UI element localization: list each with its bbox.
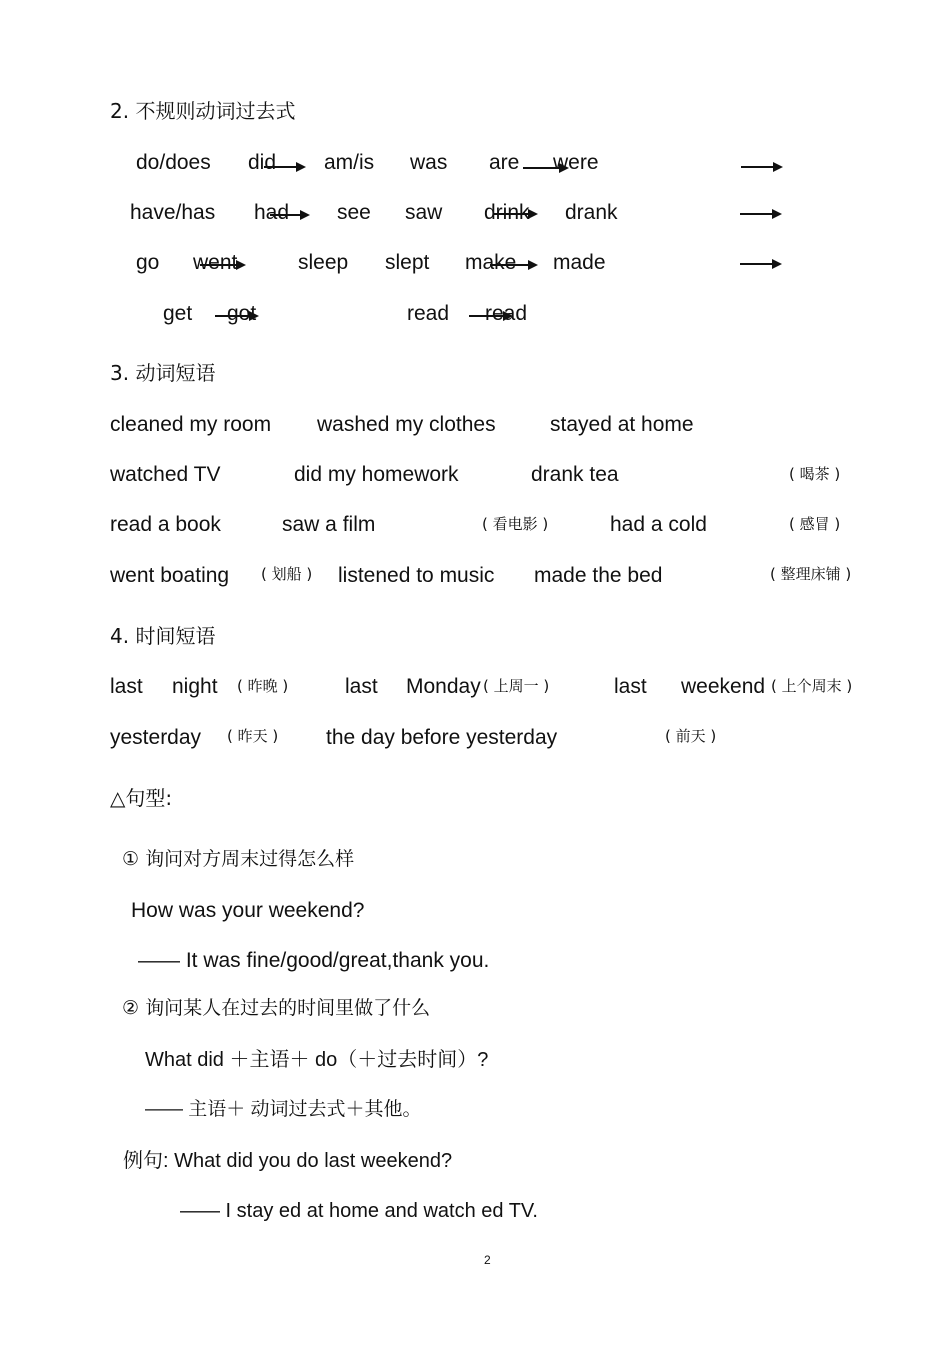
- verb-present: are: [489, 151, 520, 174]
- verb-past: drank: [565, 201, 618, 224]
- verb-past: got: [227, 302, 257, 325]
- section-title-irregular-verbs: 2. 不规则动词过去式: [110, 99, 296, 123]
- verb-past: slept: [385, 251, 430, 274]
- verb-present: am/is: [324, 151, 375, 174]
- arrow-icon: [469, 315, 511, 317]
- arrow-icon: [200, 264, 244, 266]
- verb-past: did: [248, 151, 277, 174]
- verb-present: see: [337, 201, 371, 224]
- translation: ( 昨晚 ): [237, 677, 289, 695]
- translation: ( 整理床铺 ): [770, 565, 852, 583]
- phrase: did my homework: [294, 463, 459, 486]
- phrase: Monday: [406, 675, 481, 698]
- arrow-icon: [494, 213, 536, 215]
- translation: ( 看电影 ): [482, 515, 549, 533]
- verb-present: do/does: [136, 151, 211, 174]
- arrow-icon: [741, 166, 781, 168]
- verb-present: go: [136, 251, 160, 274]
- verb-present: have/has: [130, 201, 216, 224]
- verb-past: were: [553, 151, 599, 174]
- translation: ( 划船 ): [261, 565, 313, 583]
- example-answer: —— I stay ed at home and watch ed TV.: [180, 1200, 538, 1222]
- pattern-1-answer: —— It was fine/good/great,thank you.: [138, 949, 490, 972]
- pattern-2-question: What did ＋主语＋ do（＋过去时间）?: [145, 1049, 489, 1071]
- phrase: washed my clothes: [317, 413, 496, 436]
- phrase: went boating: [110, 564, 230, 587]
- phrase: saw a film: [282, 513, 376, 536]
- verb-past: was: [410, 151, 448, 174]
- phrase: night: [172, 675, 218, 698]
- phrase: the day before yesterday: [326, 726, 558, 749]
- section-title-time-phrases: 4. 时间短语: [110, 624, 216, 648]
- pattern-2-title: ② 询问某人在过去的时间里做了什么: [122, 997, 431, 1019]
- pattern-2-answer: —— 主语＋ 动词过去式＋其他。: [145, 1099, 422, 1120]
- pattern-1-title: ① 询问对方周末过得怎么样: [122, 848, 355, 870]
- example-question: 例句: What did you do last weekend?: [123, 1150, 453, 1172]
- arrow-icon: [215, 315, 257, 317]
- verb-present: get: [163, 302, 193, 325]
- translation: ( 喝茶 ): [789, 465, 841, 483]
- phrase: had a cold: [610, 513, 707, 536]
- verb-present: read: [407, 302, 450, 325]
- arrow-icon: [270, 214, 308, 216]
- arrow-icon: [740, 213, 780, 215]
- phrase: watched TV: [110, 463, 221, 486]
- phrase: cleaned my room: [110, 413, 272, 436]
- translation: ( 前天 ): [665, 727, 717, 745]
- translation: ( 上个周末 ): [771, 677, 853, 695]
- verb-past: made: [553, 251, 606, 274]
- translation: ( 昨天 ): [227, 727, 279, 745]
- phrase: last: [614, 675, 647, 698]
- phrase: last: [345, 675, 378, 698]
- verb-present: make: [465, 251, 517, 274]
- verb-past: went: [193, 251, 238, 274]
- pattern-1-question: How was your weekend?: [131, 899, 365, 922]
- phrase: last: [110, 675, 143, 698]
- verb-past: had: [254, 201, 290, 224]
- phrase: weekend: [681, 675, 766, 698]
- verb-past: saw: [405, 201, 443, 224]
- section-title-sentence-patterns: △句型:: [110, 786, 173, 810]
- translation: ( 上周一 ): [483, 677, 550, 695]
- arrow-icon: [490, 264, 536, 266]
- phrase: drank tea: [531, 463, 619, 486]
- verb-present: drink: [484, 201, 530, 224]
- arrow-icon: [740, 263, 780, 265]
- verb-present: sleep: [298, 251, 349, 274]
- phrase: read a book: [110, 513, 221, 536]
- phrase: stayed at home: [550, 413, 694, 436]
- verb-past: read: [485, 302, 528, 325]
- translation: ( 感冒 ): [789, 515, 841, 533]
- arrow-icon: [264, 166, 304, 168]
- section-title-verb-phrases: 3. 动词短语: [110, 361, 216, 385]
- phrase: listened to music: [338, 564, 495, 587]
- phrase: yesterday: [110, 726, 202, 749]
- phrase: made the bed: [534, 564, 663, 587]
- page-number: 2: [484, 1253, 491, 1267]
